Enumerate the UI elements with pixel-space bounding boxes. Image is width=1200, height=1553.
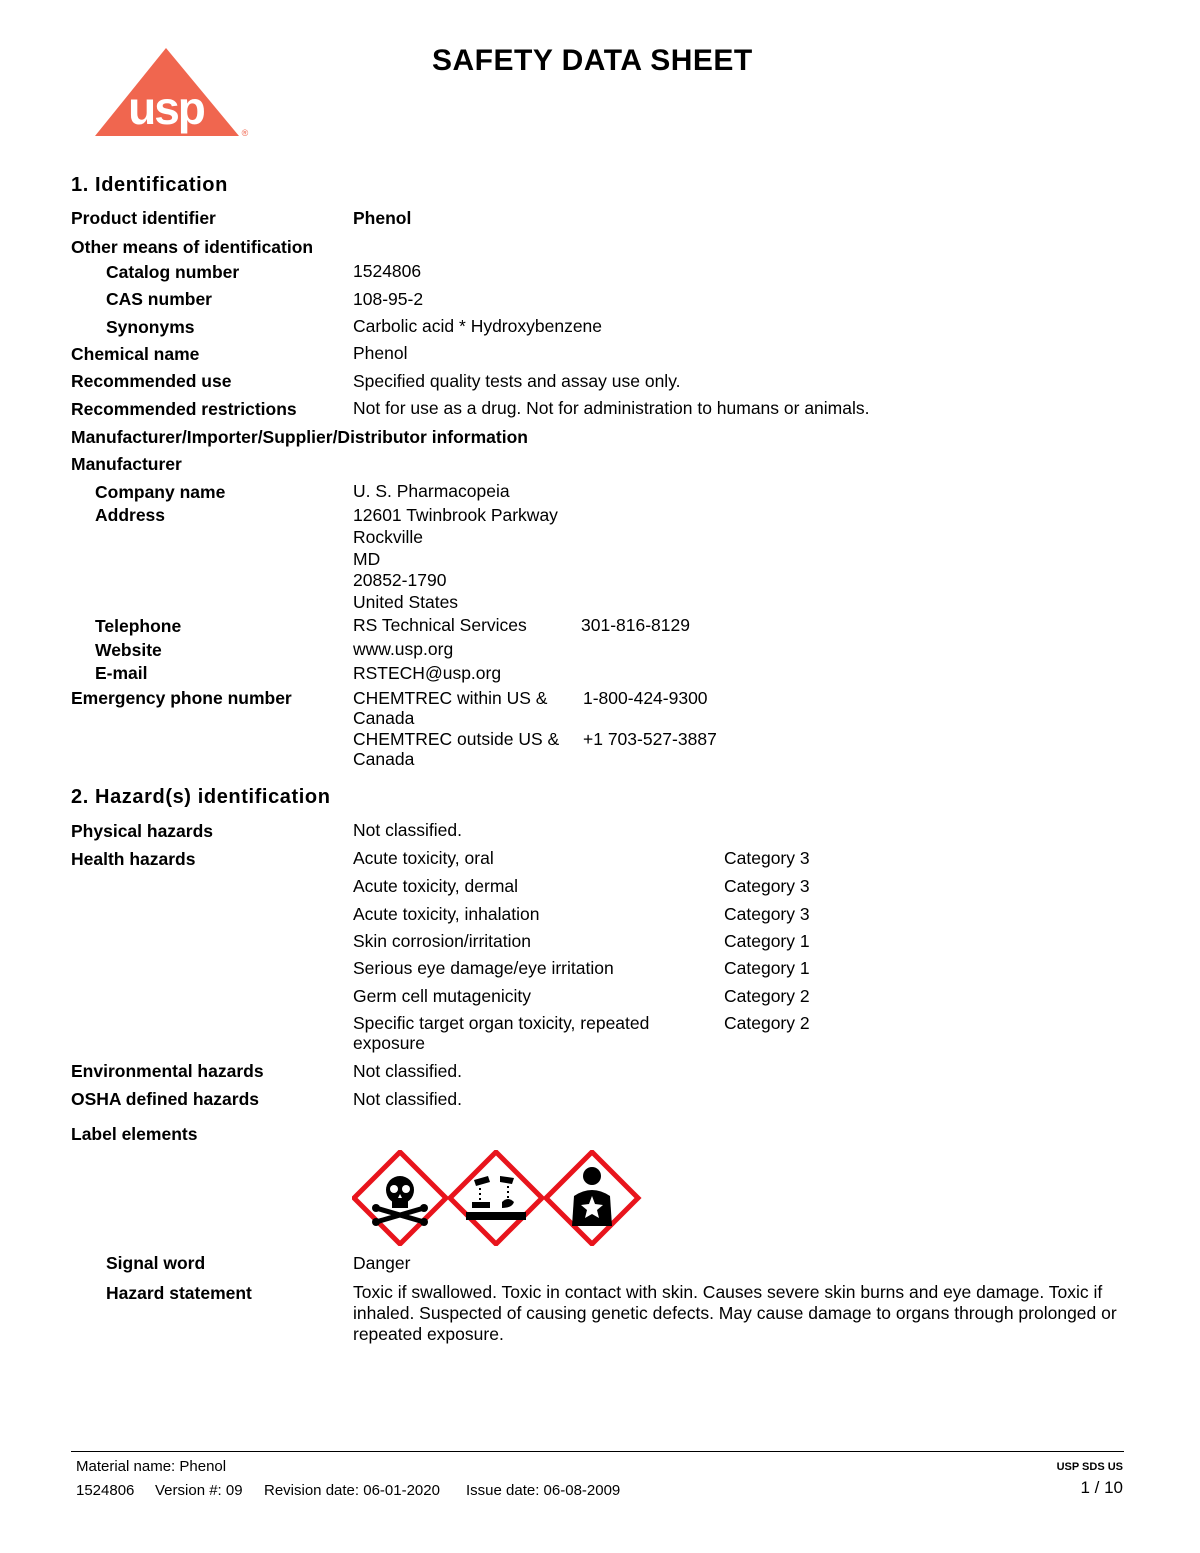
synonyms-label: Synonyms [106,317,195,337]
document-title: SAFETY DATA SHEET [432,44,753,77]
website-label: Website [95,640,162,660]
company-name-value: U. S. Pharmacopeia [353,481,510,501]
section-identification-heading: 1. Identification [71,174,228,196]
product-identifier-label: Product identifier [71,208,216,228]
health-hazard-category: Category 1 [724,931,810,951]
signal-word-value: Danger [353,1253,411,1273]
recommended-restrictions-value: Not for use as a drug. Not for administration to humans or animals. [353,398,870,418]
email-label: E-mail [95,663,148,683]
emergency-name-line: Canada [353,749,415,769]
health-hazard-item: Serious eye damage/eye irritation [353,958,614,978]
manufacturer-label: Manufacturer [71,454,182,474]
telephone-label: Telephone [95,616,182,636]
company-name-label: Company name [95,482,226,502]
telephone-service: RS Technical Services [353,615,527,635]
footer-version: Version #: 09 [155,1482,243,1499]
ghs-pictograms [352,1150,642,1246]
footer-page-number: 1 / 10 [1080,1478,1123,1497]
health-hazard-category: Category 2 [724,986,810,1006]
hazard-statement-label: Hazard statement [106,1283,252,1303]
signal-word-label: Signal word [106,1253,206,1273]
footer-issue-date: Issue date: 06-08-2009 [466,1482,621,1499]
address-line: MD [353,549,381,569]
svg-text:®: ® [241,128,249,138]
address-line: Rockville [353,527,424,547]
chemical-name-label: Chemical name [71,344,200,364]
supplier-info-label: Manufacturer/Importer/Supplier/Distributor information [71,427,528,447]
health-hazard-category: Category 1 [724,958,810,978]
hazard-statement-value: Toxic if swallowed. Toxic in contact with skin. Causes severe skin burns and eye damage. Toxic if inhaled. Suspected of causing genetic defects. May cause damage to organs through prolonged or repeated exposure. [353,1282,1117,1344]
recommended-use-label: Recommended use [71,371,232,391]
cas-number-label: CAS number [106,289,212,309]
footer-doc-code: USP SDS US [1056,1461,1123,1473]
recommended-restrictions-label: Recommended restrictions [71,399,297,419]
logo-text: usp [128,82,204,134]
footer-divider [71,1451,1124,1452]
health-hazard-category: Category 3 [724,876,810,896]
environmental-hazards-value: Not classified. [353,1061,462,1081]
health-hazard-item: Specific target organ toxicity, repeated [353,1013,650,1033]
health-hazard-item: Germ cell mutagenicity [353,986,531,1006]
catalog-number-label: Catalog number [106,262,240,282]
recommended-use-value: Specified quality tests and assay use only. [353,371,681,391]
health-hazard-category: Category 3 [724,848,810,868]
emergency-name-line: CHEMTREC outside US & [353,729,560,749]
address-line: United States [353,592,459,612]
emergency-number: 1-800-424-9300 [583,688,708,708]
section-hazards-heading: 2. Hazard(s) identification [71,786,331,808]
environmental-hazards-label: Environmental hazards [71,1061,264,1081]
skull-crossbones-icon [354,1152,446,1244]
website-value: www.usp.org [353,639,454,659]
health-hazard-item: Acute toxicity, dermal [353,876,519,896]
email-value: RSTECH@usp.org [353,663,502,683]
catalog-number-value: 1524806 [353,261,422,281]
physical-hazards-value: Not classified. [353,820,462,840]
telephone-number: 301-816-8129 [581,615,690,635]
address-line: 12601 Twinbrook Parkway [353,505,558,525]
footer-catalog: 1524806 [76,1482,135,1499]
health-hazard-item: Acute toxicity, inhalation [353,904,540,924]
health-hazard-item: Acute toxicity, oral [353,848,494,868]
corrosion-icon [450,1152,542,1244]
physical-hazards-label: Physical hazards [71,821,214,841]
osha-hazards-value: Not classified. [353,1089,462,1109]
osha-hazards-label: OSHA defined hazards [71,1089,259,1109]
health-hazard-item: Skin corrosion/irritation [353,931,531,951]
other-means-label: Other means of identification [71,237,314,257]
emergency-name-line: Canada [353,708,415,728]
emergency-phone-label: Emergency phone number [71,688,292,708]
health-hazards-label: Health hazards [71,849,196,869]
cas-number-value: 108-95-2 [353,289,424,309]
health-hazard-category: Category 3 [724,904,810,924]
label-elements-label: Label elements [71,1124,198,1144]
health-hazard-item: exposure [353,1033,425,1053]
address-label: Address [95,505,166,525]
address-line: 20852-1790 [353,570,447,590]
health-hazard-category: Category 2 [724,1013,810,1033]
usp-logo [94,48,254,140]
product-identifier-value: Phenol [353,208,412,228]
chemical-name-value: Phenol [353,343,408,363]
footer-material-name: Material name: Phenol [76,1458,227,1475]
emergency-name-line: CHEMTREC within US & [353,688,548,708]
footer-revision-date: Revision date: 06-01-2020 [264,1482,440,1499]
emergency-number: +1 703-527-3887 [583,729,717,749]
synonyms-value: Carbolic acid * Hydroxybenzene [353,316,603,336]
health-hazard-icon [546,1152,638,1244]
